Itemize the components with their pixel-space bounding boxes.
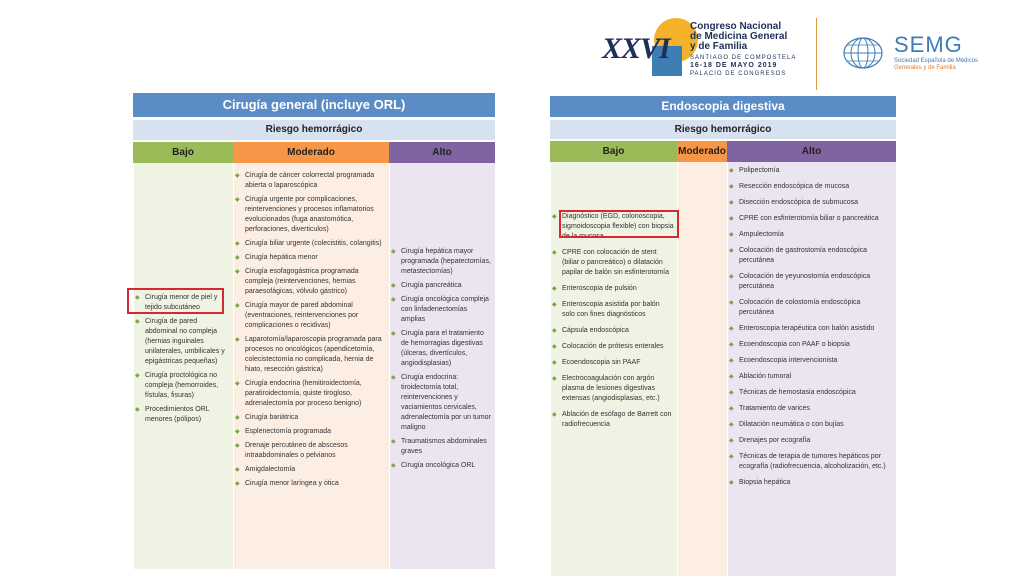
semg-emblem-icon [842,36,884,70]
congress-roman-numeral: XXVI [602,32,670,65]
list-item: ◆ Amigdalectomía [235,465,387,475]
list-item: ◆ Cirugía de pared abdominal no compleja (hernias inguinales unilaterales, umbilicales y epigástricas pequeñas) [135,317,229,367]
col-moderado [233,163,389,569]
list-item: ◆ Cirugía endocrina: tiroidectomía total, reintervenciones y vaciamientos cervicales, adrenalectomía por un tumor maligno [391,373,493,433]
list-item: ◆ Cirugía pancreática [391,281,493,291]
congress-title-line2: de Medicina General [690,31,788,42]
list-item: ◆ Laparotomía/laparoscopia programada para procesos no oncológicos (apendicetomía, colecistectomía no complicada, hernia de hiato, resección gástrica) [235,335,387,375]
list-item: ◆ Cirugía mayor de pared abdominal (eventraciones, reintervenciones por complicaciones o recidivas) [235,301,387,331]
list-item: ◆ Ecoendoscopia intervencionista [729,356,894,366]
list-item: ◆ Colocación de prótesis enterales [552,342,674,352]
list-item: ◆ Enteroscopia de pulsión [552,284,674,294]
list-item: ◆ Dilatación neumática o con bujías [729,420,894,430]
list-item: ◆ Cirugía biliar urgente (colecistitis, colangitis) [235,239,387,249]
list-item: ◆ Esplenectomía programada [235,427,387,437]
list-item: ◆ Cirugía esofagogástrica programada compleja (reintervenciones, hernias paraesofágicas, vólvulo gástrico) [235,267,387,297]
col-header-bajo: Bajo [133,142,233,163]
list-item: ◆ Ampulectomía [729,230,894,240]
congress-title-line3: y de Familia [690,41,748,52]
congress-dates: 16-18 DE MAYO 2019 [690,62,778,69]
table-subtitle: Riesgo hemorrágico [133,120,495,140]
list-item: ◆ Tratamiento de varices [729,404,894,414]
list-item: ◆ Cirugía urgente por complicaciones, reintervenciones y procesos inflamatorios evolucionados (fuga anastomótica, perforaciones, diverticulos) [235,195,387,235]
list-item: ◆ Biopsia hepática [729,478,894,488]
congress-title [690,22,787,52]
semg-description [894,58,978,72]
congress-title-line1: Congreso Nacional [690,21,782,32]
list-item: ◆ Traumatismos abdominales graves [391,437,493,457]
col-alto [389,163,495,569]
list-item: ◆ Resección endoscópica de mucosa [729,182,894,192]
col-header-moderado: Moderado [677,141,727,162]
endoscopy-risk-table [550,96,896,576]
list-item: ◆ Diagnóstico (EGD, colonoscopia, sigmoidoscopia flexible) con biopsia de la mucosa [552,212,674,242]
list-item: ◆ Colocación de gastrostomía endoscópica percutánea [729,246,894,266]
surgery-risk-table [133,93,495,569]
list-item: ◆ Cirugía de cáncer colorrectal programada abierta o laparoscópica [235,171,387,191]
bajo-list [552,212,674,436]
alto-list [391,247,493,475]
table-title: Endoscopia digestiva [550,96,896,117]
list-item: ◆ Cirugía menor de piel y tejido subcutáneo [135,293,229,313]
list-item: ◆ Cirugía endocrina (hemitiroidectomía, paratiroidectomía, quiste tirogloso, adrenalectomía por proceso benigno) [235,379,387,409]
list-item: ◆ Cirugía oncológica ORL [391,461,493,471]
list-item: ◆ Drenaje percutáneo de abscesos intraabdominales o pelvianos [235,441,387,461]
col-header-alto: Alto [727,141,896,162]
list-item: ◆ Colocación de yeyunostomía endoscópica percutánea [729,272,894,292]
congress-details [690,54,796,78]
semg-logo [842,30,982,76]
list-item: ◆ Disección endoscópica de submucosa [729,198,894,208]
list-item: ◆ Enteroscopia asistida por balón solo con fines diagnósticos [552,300,674,320]
list-item: ◆ Drenajes por ecografía [729,436,894,446]
list-item: ◆ Cirugía oncológica compleja con linfadenectomías amplias [391,295,493,325]
list-item: ◆ Cirugía hepática mayor programada (hepatectomías, metastectomías) [391,247,493,277]
col-moderado [677,162,727,576]
col-header-moderado: Moderado [233,142,389,163]
semg-name: SEMG [894,32,963,57]
list-item: ◆ Técnicas de terapia de tumores hepáticos por ecografía (radiofrecuencia, alcoholización, etc.) [729,452,894,472]
semg-desc-line1: Sociedad Española de Médicos [894,58,979,64]
list-item: ◆ Cirugía para el tratamiento de hemorragias digestivas (úlceras, divertículos, angiodisplasias) [391,329,493,369]
list-item: ◆ Ablación de esófago de Barrett con radiofrecuencia [552,410,674,430]
table-title: Cirugía general (incluye ORL) [133,93,495,117]
list-item: ◆ Electrocoagulación con argón plasma de lesiones digestivas extensas (angiodisplasias, etc.) [552,374,674,404]
congress-venue: PALACIO DE CONGRESOS [690,71,787,77]
list-item: ◆ Cirugía bariátrica [235,413,387,423]
list-item: ◆ Colocación de colostomía endoscópica percutánea [729,298,894,318]
semg-desc-line2: Generales y de Familia [894,65,956,71]
alto-list [729,166,894,494]
list-item: ◆ CPRE con esfinterotomía biliar o pancreática [729,214,894,224]
col-header-bajo: Bajo [550,141,677,162]
list-item: ◆ CPRE con colocación de stent (biliar o pancreático) o dilatación papilar de balón sin esfinterotomía [552,248,674,278]
header-divider [816,18,817,90]
congress-city: SANTIAGO DE COMPOSTELA [690,55,797,61]
col-alto [727,162,896,576]
list-item: ◆ Enteroscopia terapéutica con balón asistido [729,324,894,334]
highlight-box [559,210,679,238]
list-item: ◆ Ecoendoscopia con PAAF o biopsia [729,340,894,350]
list-item: ◆ Procedimientos ORL menores (pólipos) [135,405,229,425]
col-header-alto: Alto [389,142,495,163]
congress-logo [602,18,802,82]
list-item: ◆ Cápsula endoscópica [552,326,674,336]
list-item: ◆ Cirugía menor laríngea y ótica [235,479,387,489]
moderado-list [235,171,387,493]
table-subtitle: Riesgo hemorrágico [550,120,896,139]
list-item: ◆ Ecoendoscopia sin PAAF [552,358,674,368]
list-item: ◆ Ablación tumoral [729,372,894,382]
list-item: ◆ Polipectomía [729,166,894,176]
highlight-box [127,288,224,314]
col-bajo [133,163,233,569]
list-item: ◆ Cirugía hepática menor [235,253,387,263]
list-item: ◆ Técnicas de hemostasia endoscópica [729,388,894,398]
list-item: ◆ Cirugía proctológica no compleja (hemorroides, fístulas, fisuras) [135,371,229,401]
